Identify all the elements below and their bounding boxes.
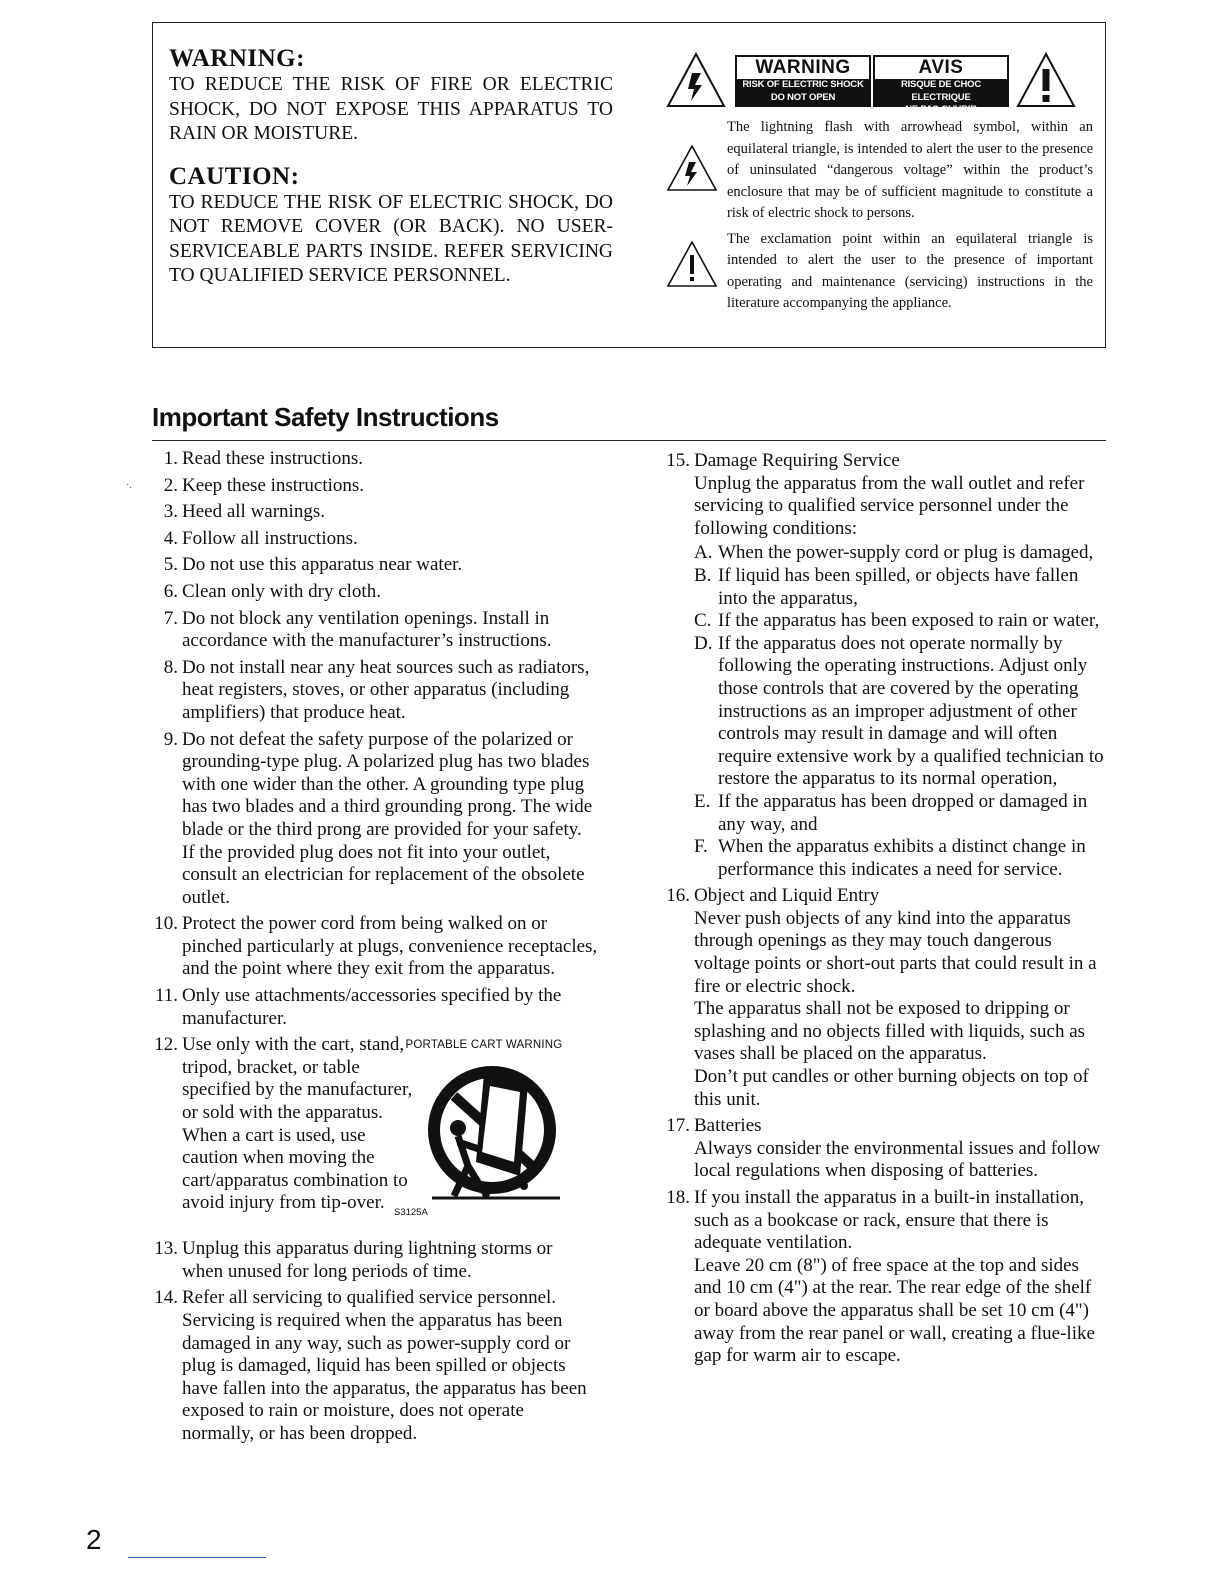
- caution-heading: CAUTION:: [169, 162, 300, 190]
- item-title: Batteries: [694, 1115, 762, 1137]
- instruction-item: 6. Clean only with dry cloth.: [163, 580, 381, 602]
- symbol-explanation-block: [663, 51, 1093, 315]
- exclamation-triangle-icon: [1015, 51, 1077, 109]
- warning-heading: WARNING:: [169, 45, 305, 72]
- portable-cart-warning-figure: [394, 1034, 594, 1224]
- instruction-item-damage: 15. Damage Requiring Service Unplug the apparatus from the wall outlet and refer servicing to qualified service personnel under the following conditions: A. When the power-supply cord or plug is damaged, B. If liquid has been spilled, or objects have fallen into the apparatus, C. If the apparatus has been exposed to rain or water, D. If the apparatus does not operate normally by following the operating instructions. Adjust only those controls that are covered by the operating instructions as an improper adjustment of other controls may result in damage and will often require extensive work by a qualified technician to restore the apparatus to its normal operation, E. If the apparatus has been dropped or damaged in any way, and F. When the apparatus exhibits a distinct change in performance this indicates a need for service.: [650, 450, 1106, 881]
- instruction-item: 13. Unplug this apparatus during lightning storms or when unused for long periods of time.: [154, 1238, 553, 1282]
- avis-label-title: AVIS: [918, 57, 964, 78]
- instruction-item: 7. Do not block any ventilation openings. Install in accordance with the manufacturer’s instructions.: [163, 607, 552, 652]
- avis-label-line2: NE PAS OUVRIR: [905, 104, 977, 115]
- cart-tip-over-icon: [424, 1056, 564, 1216]
- lightning-explanation: [663, 117, 1093, 225]
- shock-label-row: [663, 51, 1093, 115]
- instruction-item: 10. Protect the power cord from being walked on or pinched particularly at plugs, convenience receptacles, and the point where they exit from the apparatus.: [154, 913, 598, 980]
- warning-label: [735, 55, 871, 107]
- item-title: Object and Liquid Entry: [694, 885, 880, 907]
- page-number-rule: [128, 1557, 266, 1558]
- item-title: Damage Requiring Service: [694, 450, 900, 471]
- lightning-explanation-text: The lightning flash with arrowhead symbol, within an equilateral triangle, is intended to alert the user to the presence of uninsulated “dangerous voltage” within the product’s enclosure that may be of sufficient magnitude to constitute a risk of electric shock to persons.: [727, 119, 1093, 221]
- scan-mark: ·.: [126, 480, 132, 491]
- caution-text: TO REDUCE THE RISK OF ELECTRIC SHOCK, DO NOT REMOVE COVER (OR BACK). NO USER-SERVICEABLE PARTS INSIDE. REFER SERVICING TO QUALIFIED SERVICE PERSONNEL.: [169, 191, 613, 286]
- condition-item: B. If liquid has been spilled, or objects have fallen into the apparatus,: [694, 564, 1079, 609]
- condition-list: [694, 542, 1106, 881]
- item-body: The apparatus shall not be exposed to dripping or splashing and no objects filled with liquids, such as vases shall be placed on the apparatus.: [694, 998, 1086, 1065]
- warning-label-line1: RISK OF ELECTRIC SHOCK: [742, 79, 864, 90]
- condition-item: A. When the power-supply cord or plug is damaged,: [694, 542, 1094, 564]
- exclamation-triangle-icon: [665, 239, 719, 289]
- condition-item: E. If the apparatus has been dropped or damaged in any way, and: [694, 790, 1088, 835]
- instruction-item: 8. Do not install near any heat sources such as radiators, heat registers, stoves, or other apparatus (including amplifiers) that produce heat.: [163, 656, 590, 723]
- avis-label: [873, 55, 1009, 115]
- avis-label-subtext: [875, 79, 1007, 115]
- instruction-item: 1. Read these instructions.: [163, 448, 363, 469]
- condition-item: C. If the apparatus has been exposed to rain or water,: [694, 610, 1100, 632]
- exclamation-explanation: [663, 229, 1093, 315]
- instruction-item: 9. Do not defeat the safety purpose of the polarized or grounding-type plug. A polarized plug has two blades with one wider than the other. A grounding type plug has two blades and a third grounding prong. The wide blade or the third prong are provided for your safety. If the provided plug does not fit into your outlet, consult an electrician for replacement of the obsolete outlet.: [163, 728, 593, 908]
- warning-label-subtext: [737, 79, 869, 105]
- instruction-item-cart: 12. Use only with the cart, stand, tripod, bracket, or table specified by the manufacturer, or sold with the apparatus. When a cart is used, use caution when moving the cart/apparatus combination to avoid injury from tip-over. PORTABLE CART WARNING S3125A: [138, 1034, 598, 1234]
- item-body: Never push objects of any kind into the apparatus through openings as they may touch dangerous voltage points or short-out parts that could result in a fire or electric shock.: [694, 907, 1097, 997]
- item-body: Unplug the apparatus from the wall outlet and refer servicing to qualified service personnel under the following conditions:: [694, 472, 1085, 539]
- instruction-item: 2. Keep these instructions.: [163, 474, 365, 496]
- warning-box: [152, 22, 1106, 348]
- section-divider: [152, 440, 1106, 441]
- condition-item: D. If the apparatus does not operate normally by following the operating instructions. Adjust only those controls that are covered by the operating instructions as an improper adjustment of other controls may result in damage and will often require extensive work by a qualified technician to restore the apparatus to its normal operation,: [694, 632, 1104, 790]
- condition-item: F. When the apparatus exhibits a distinct change in performance this indicates a need for service.: [694, 836, 1086, 880]
- instruction-item: 11. Only use attachments/accessories specified by the manufacturer.: [154, 985, 562, 1029]
- instruction-item: 4. Follow all instructions.: [163, 527, 358, 549]
- warning-label-title: WARNING: [755, 57, 851, 78]
- cart-warning-caption: PORTABLE CART WARNING: [405, 1039, 563, 1052]
- item-body: Leave 20 cm (8") of free space at the top and sides and 10 cm (4") at the rear. The rear edge of the shelf or board above the apparatus shall be set 10 cm (4") away from the rear panel or wall, creating a flue-like gap for warm air to escape.: [694, 1254, 1095, 1367]
- item-body: Don’t put candles or other burning objects on top of this unit.: [694, 1066, 1089, 1110]
- exclamation-explanation-text: The exclamation point within an equilateral triangle is intended to alert the user to the presence of important operating and maintenance (servicing) instructions in the literature accompanying the appliance.: [727, 230, 1093, 311]
- instructions-right-column: [650, 450, 1106, 1372]
- warning-label-line2: DO NOT OPEN: [770, 91, 836, 103]
- item-body: If you install the apparatus in a built-in installation, such as a bookcase or rack, ensure that there is adequate ventilation.: [694, 1187, 1084, 1254]
- warning-text: TO REDUCE THE RISK OF FIRE OR ELECTRIC SHOCK, DO NOT EXPOSE THIS APPARATUS TO RAIN OR MOISTURE.: [169, 74, 613, 144]
- page-number: 2: [86, 1524, 102, 1555]
- instruction-item-batteries: 17. Batteries Always consider the environmental issues and follow local regulations when disposing of batteries.: [650, 1115, 1106, 1183]
- lightning-triangle-icon: [665, 51, 727, 109]
- cart-figure-code: S3125A: [394, 1207, 428, 1219]
- section-title: Important Safety Instructions: [152, 402, 499, 432]
- avis-label-line1: RISQUE DE CHOC ELECTRIQUE: [900, 79, 982, 103]
- instruction-item: 5. Do not use this apparatus near water.: [163, 554, 463, 576]
- item-body: Always consider the environmental issues and follow local regulations when disposing of batteries.: [694, 1137, 1101, 1182]
- instruction-item: 14. Refer all servicing to qualified service personnel. Servicing is required when the apparatus has been damaged in any way, such as power-supply cord or plug is damaged, liquid has been spilled or objects have fallen into the apparatus, the apparatus has been exposed to rain or moisture, does not operate normally, or has been dropped.: [154, 1287, 587, 1444]
- lightning-triangle-icon: [665, 143, 719, 193]
- instruction-item-liquid: 16. Object and Liquid Entry Never push objects of any kind into the apparatus through openings as they may touch dangerous voltage points or short-out parts that could result in a fire or electric shock. The apparatus shall not be exposed to dripping or splashing and no objects filled with liquids, such as vases shall be placed on the apparatus. Don’t put candles or other burning objects on top of this unit.: [650, 885, 1106, 1111]
- instructions-left-column: [138, 448, 598, 1450]
- instruction-item-installation: 18. If you install the apparatus in a built-in installation, such as a bookcase or rack, ensure that there is adequate ventilation. Leave 20 cm (8") of free space at the top and sides and 10 cm (4") at the rear. The rear edge of the shelf or board above the apparatus shall be set 10 cm (4") away from the rear panel or wall, creating a flue-like gap for warm air to escape.: [650, 1187, 1106, 1368]
- warning-caution-block: [169, 45, 613, 289]
- instruction-item: 3. Heed all warnings.: [163, 501, 325, 523]
